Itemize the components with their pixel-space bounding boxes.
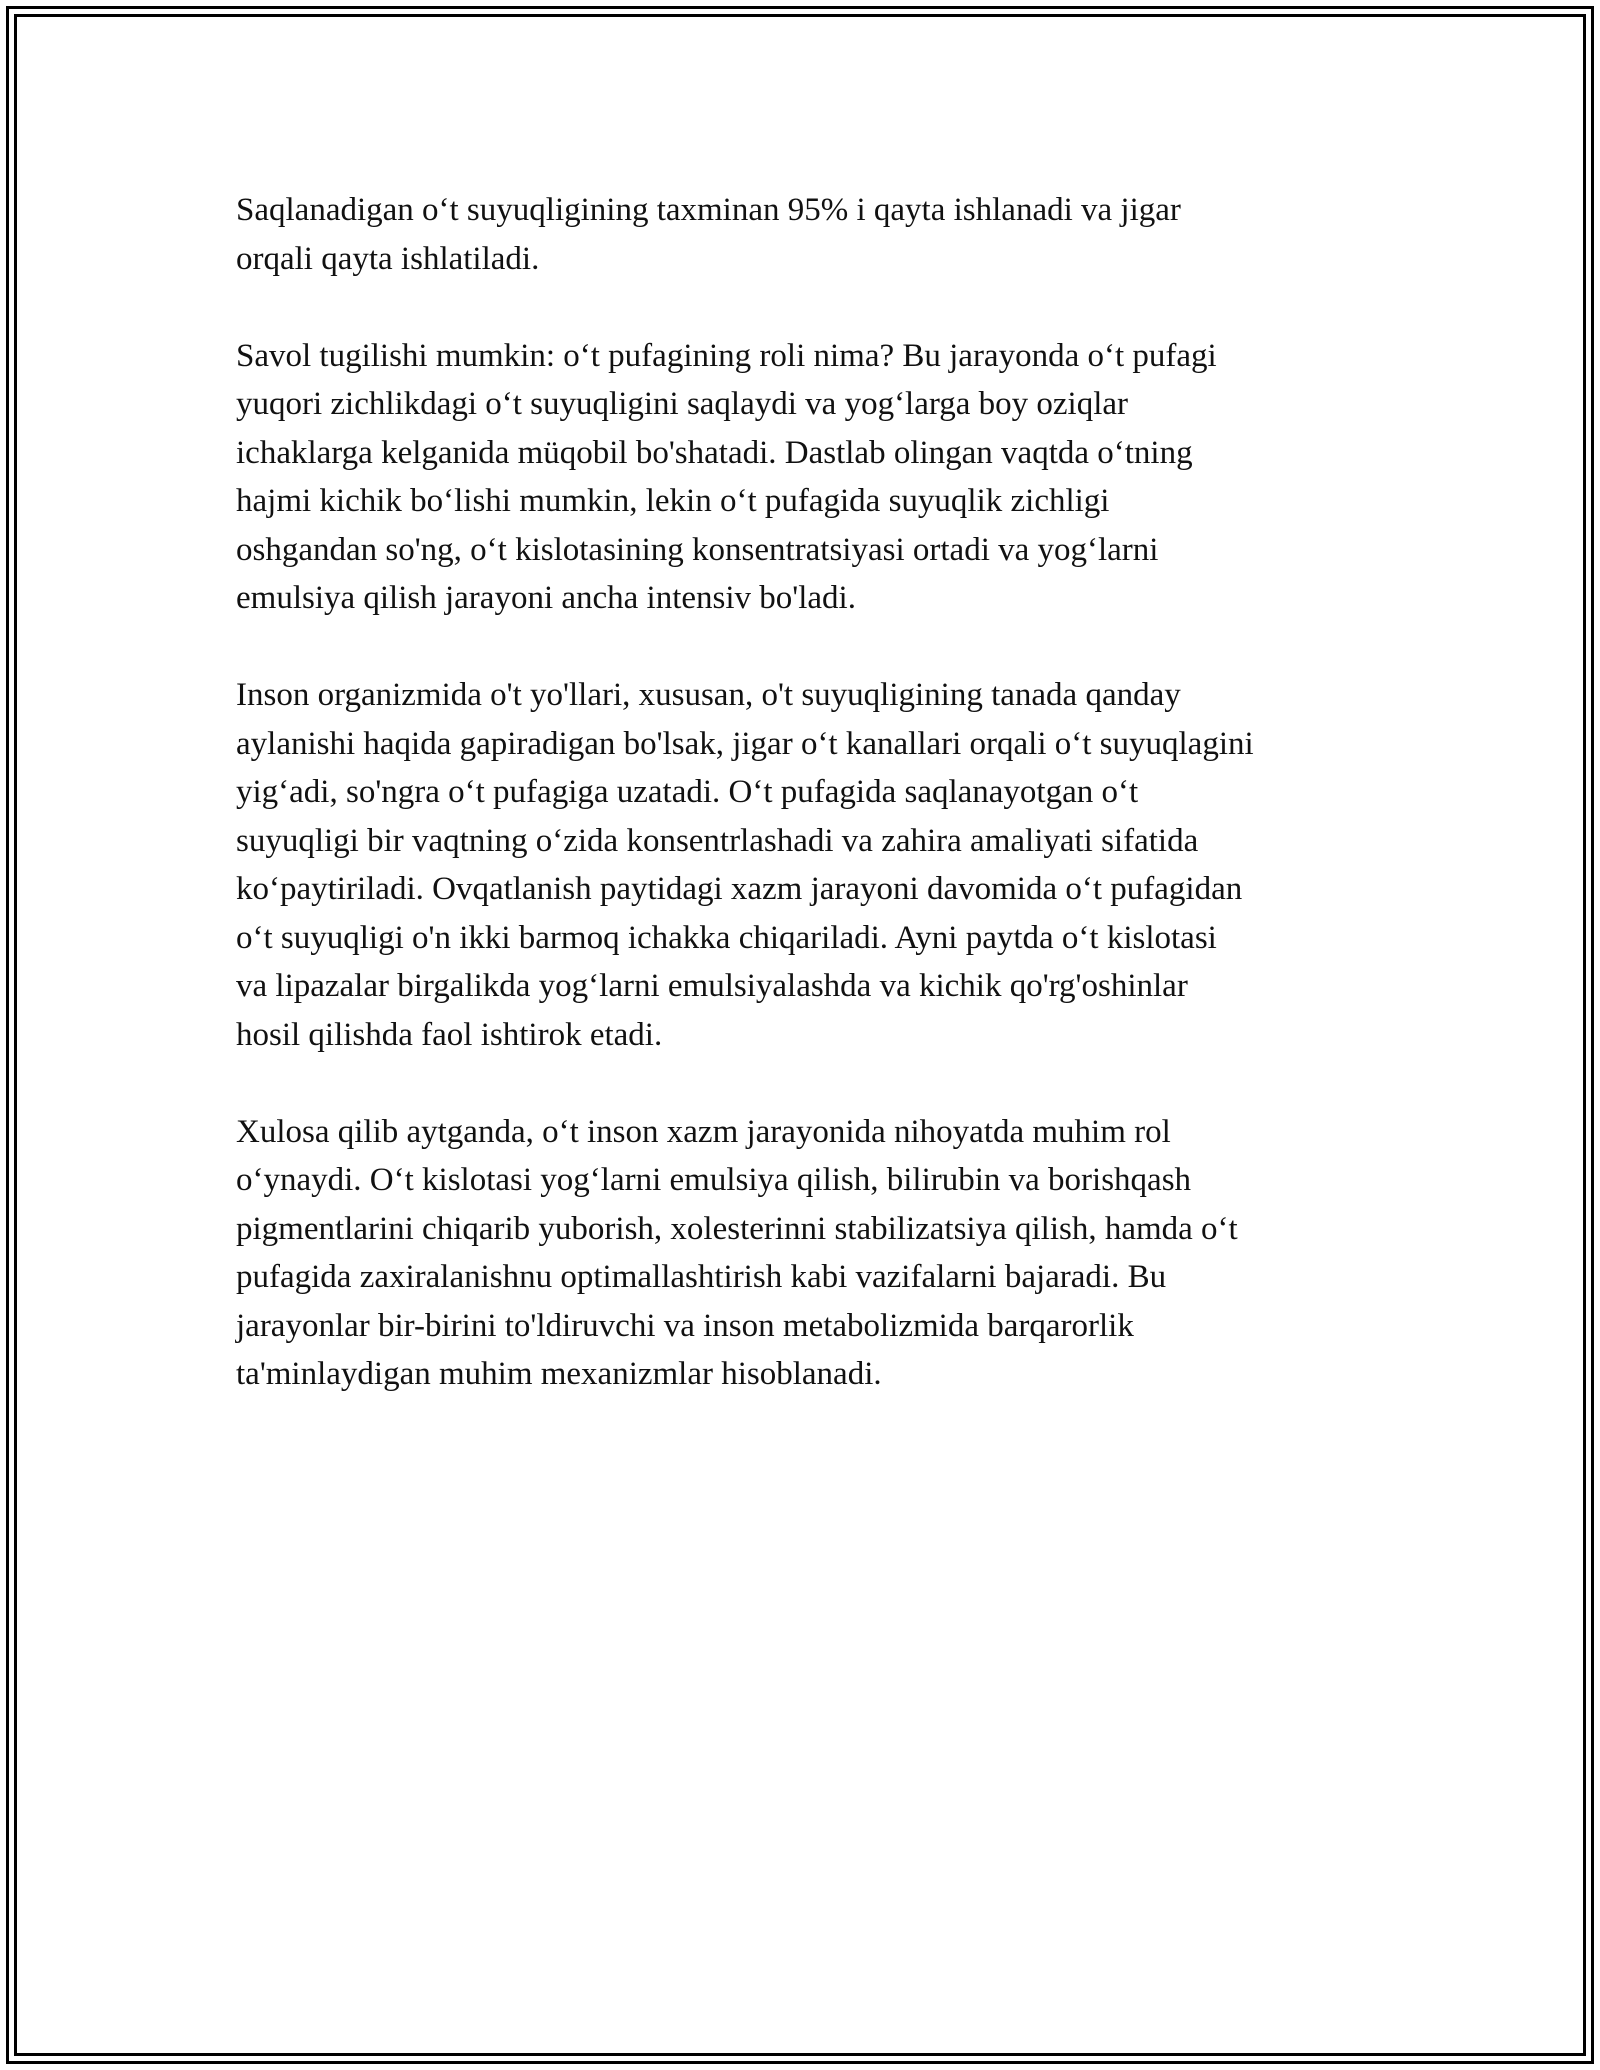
text-line: va lipazalar birgalikda yog‘larni emulsiyalashda va kichik qo'rg'oshinlar: [236, 968, 1188, 1004]
text-line: oshgandan so'ng, o‘t kislotasining konsentratsiyasi ortadi va yog‘larni: [236, 531, 1159, 568]
text-line: hajmi kichik bo‘lishi mumkin, lekin o‘t pufagida suyuqlik zichligi: [236, 483, 1110, 519]
paragraph-1: [236, 186, 1376, 283]
paragraph-3: [236, 671, 1376, 1059]
paragraph-2: [236, 332, 1376, 623]
text-line: Saqlanadigan o‘t suyuqligining taxminan 95% i qayta ishlanadi va jigar: [236, 192, 1181, 228]
text-line: Savol tugilishi mumkin: o‘t pufagining roli nima? Bu jarayonda o‘t pufagi: [236, 337, 1217, 374]
text-line: jarayonlar bir-birini to'ldiruvchi va inson metabolizmida barqarorlik: [236, 1307, 1134, 1344]
text-line: Xulosa qilib aytganda, o‘t inson xazm jarayonida nihoyatda muhim rol: [236, 1113, 1171, 1150]
document-body: [236, 186, 1376, 1399]
text-line: emulsiya qilish jarayoni ancha intensiv bo'ladi.: [236, 580, 856, 616]
text-line: orqali qayta ishlatiladi.: [236, 240, 540, 277]
text-line: Inson organizmida o't yo'llari, xususan, o't suyuqligining tanada qanday: [236, 677, 1181, 713]
text-line: yig‘adi, so'ngra o‘t pufagiga uzatadi. O‘t pufagida saqlanayotgan o‘t: [236, 774, 1139, 810]
text-line: o‘ynaydi. O‘t kislotasi yog‘larni emulsiya qilish, bilirubin va borishqash: [236, 1162, 1192, 1198]
text-line: ko‘paytiriladi. Ovqatlanish paytidagi xazm jarayoni davomida o‘t pufagidan: [236, 871, 1243, 907]
text-line: ichaklarga kelganida müqobil bo'shatadi. Dastlab olingan vaqtda o‘tning: [236, 434, 1193, 471]
text-line: aylanishi haqida gapiradigan bo'lsak, jigar o‘t kanallari orqali o‘t suyuqlagini: [236, 725, 1254, 762]
paragraph-4: [236, 1108, 1376, 1399]
text-line: pigmentlarini chiqarib yuborish, xolesterinni stabilizatsiya qilish, hamda o‘t: [236, 1210, 1238, 1247]
text-line: hosil qilishda faol ishtirok etadi.: [236, 1016, 663, 1053]
text-line: yuqori zichlikdagi o‘t suyuqligini saqlaydi va yog‘larga boy oziqlar: [236, 386, 1129, 422]
text-line: pufagida zaxiralanishnu optimallashtirish kabi vazifalarni bajaradi. Bu: [236, 1259, 1167, 1295]
text-line: suyuqligi bir vaqtning o‘zida konsentrlashadi va zahira amaliyati sifatida: [236, 822, 1199, 859]
text-line: ta'minlaydigan muhim mexanizmlar hisoblanadi.: [236, 1356, 882, 1392]
text-line: o‘t suyuqligi o'n ikki barmoq ichakka chiqariladi. Ayni paytda o‘t kislotasi: [236, 919, 1217, 956]
